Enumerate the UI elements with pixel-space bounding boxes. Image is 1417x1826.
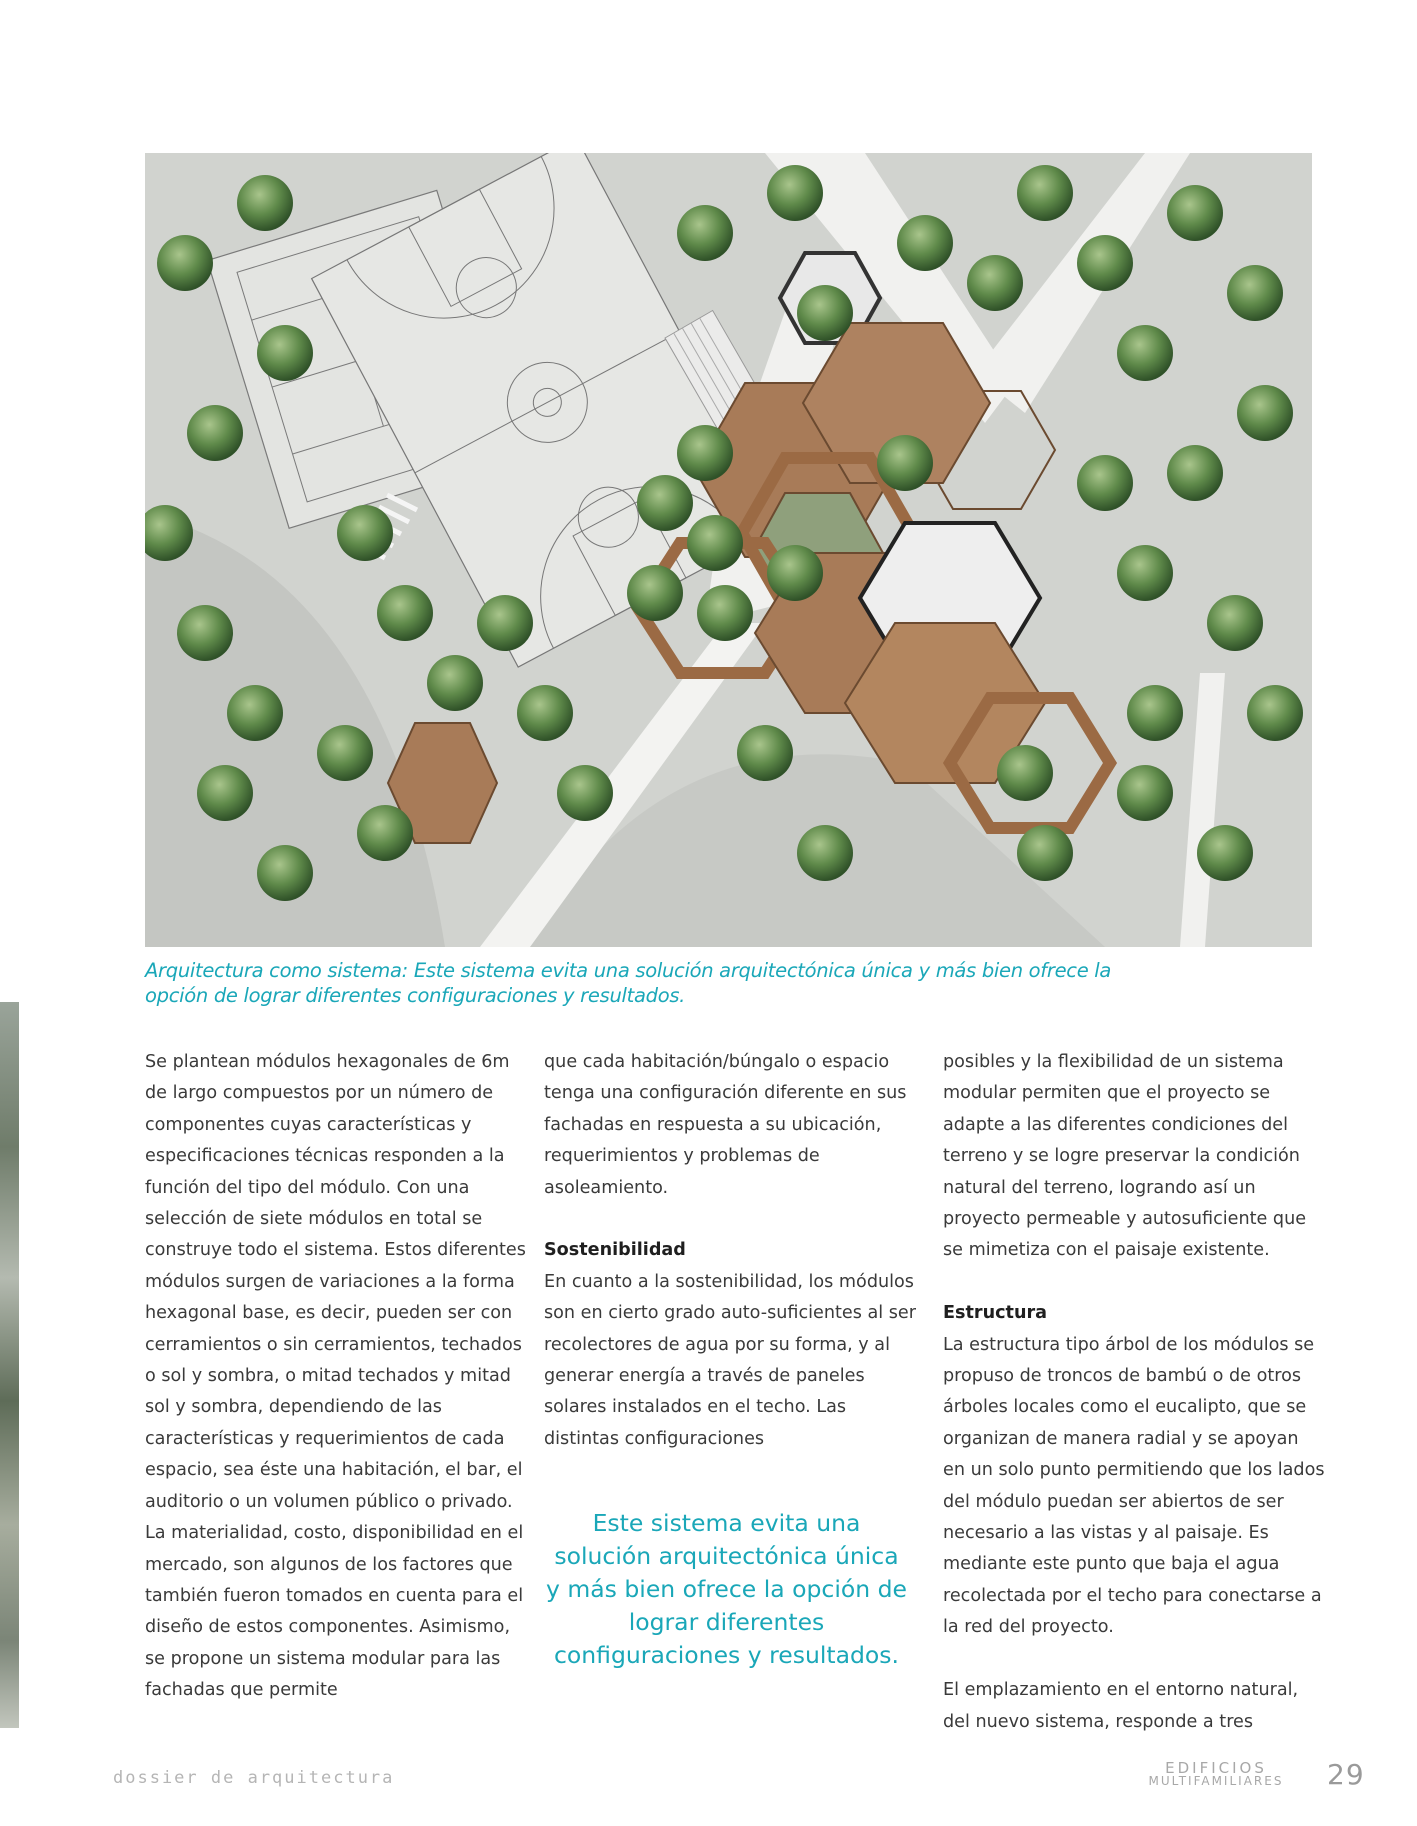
body-paragraph: que cada habitación/búngalo o espacio tenga una configuración diferente en sus fachadas en respuesta a su ubicación, requerimientos y problemas de asoleamiento. — [544, 1052, 907, 1198]
text-column-2 — [544, 1047, 926, 1455]
adjacent-page-photo-edge — [0, 1002, 19, 1728]
footer-section-title: dossier de arquitectura — [113, 1768, 395, 1788]
brand-line-1: EDIFICIOS — [1165, 1759, 1267, 1777]
page-number: 29 — [1327, 1758, 1365, 1791]
body-paragraph: La estructura tipo árbol de los módulos se propuso de troncos de bambú o de otros árboles locales como el eucalipto, que se organizan de manera radial y se apoyan en un solo punto permitiendo que los lados del módulo puedan ser abiertos de ser necesario a las vistas y al paisaje. Es mediante este punto que baja el agua recolectada por el techo para conectarse a la red del proyecto. — [943, 1334, 1325, 1638]
section-heading-estructura: Estructura — [943, 1303, 1048, 1324]
body-paragraph: Se plantean módulos hexagonales de 6m de largo compuestos por un número de componentes cuyas características y especificaciones técnicas responden a la función del tipo del módulo. Con una selección de siete módulos en total se construye todo el sistema. Estos diferentes módulos surgen de variaciones a la forma hexagonal base, es decir, pueden ser con cerramientos o sin cerramientos, techados o sol y sombra, o mitad techados y mitad sol y sombra, dependiendo de las características y requerimientos de cada espacio, sea éste una habitación, el bar, el auditorio o un volumen público o privado. La materialidad, costo, disponibilidad en el mercado, son algunos de los factores que también fueron tomados en cuenta para el diseño de estos componentes. Asimismo, se propone un sistema modular para las fachadas que permite — [145, 1052, 526, 1701]
body-paragraph: En cuanto a la sostenibilidad, los módulos son en cierto grado auto-suficientes al ser recolectores de agua por su forma, y al generar energía a través de paneles solares instalados en el techo. Las distintas configuraciones — [544, 1271, 916, 1449]
pull-quote: Este sistema evita una solución arquitectónica única y más bien ofrece la opción de lograr diferentes configuraciones y resultados. — [545, 1509, 907, 1669]
text-column-1 — [145, 1047, 527, 1707]
site-plan-image — [145, 153, 1312, 947]
figure-caption: Arquitectura como sistema: Este sistema evita una solución arquitectónica única y más bien ofrece la opción de lograr diferentes configuraciones y resultados. — [145, 959, 1112, 1007]
section-heading-sostenibilidad: Sostenibilidad — [544, 1240, 686, 1261]
footer-brand-logo — [1148, 1759, 1284, 1788]
body-paragraph: posibles y la flexibilidad de un sistema modular permiten que el proyecto se adapte a las diferentes condiciones del terreno y se logre preservar la condición natural del terreno, logrando así un proyecto permeable y autosuficiente que se mimetiza con el paisaje existente. — [943, 1052, 1307, 1261]
text-column-3 — [943, 1047, 1325, 1738]
site-plan-drawing — [145, 153, 1312, 947]
body-paragraph: El emplazamiento en el entorno natural, del nuevo sistema, responde a tres — [943, 1680, 1299, 1732]
brand-line-2: MULTIFAMILIARES — [1148, 1774, 1284, 1788]
